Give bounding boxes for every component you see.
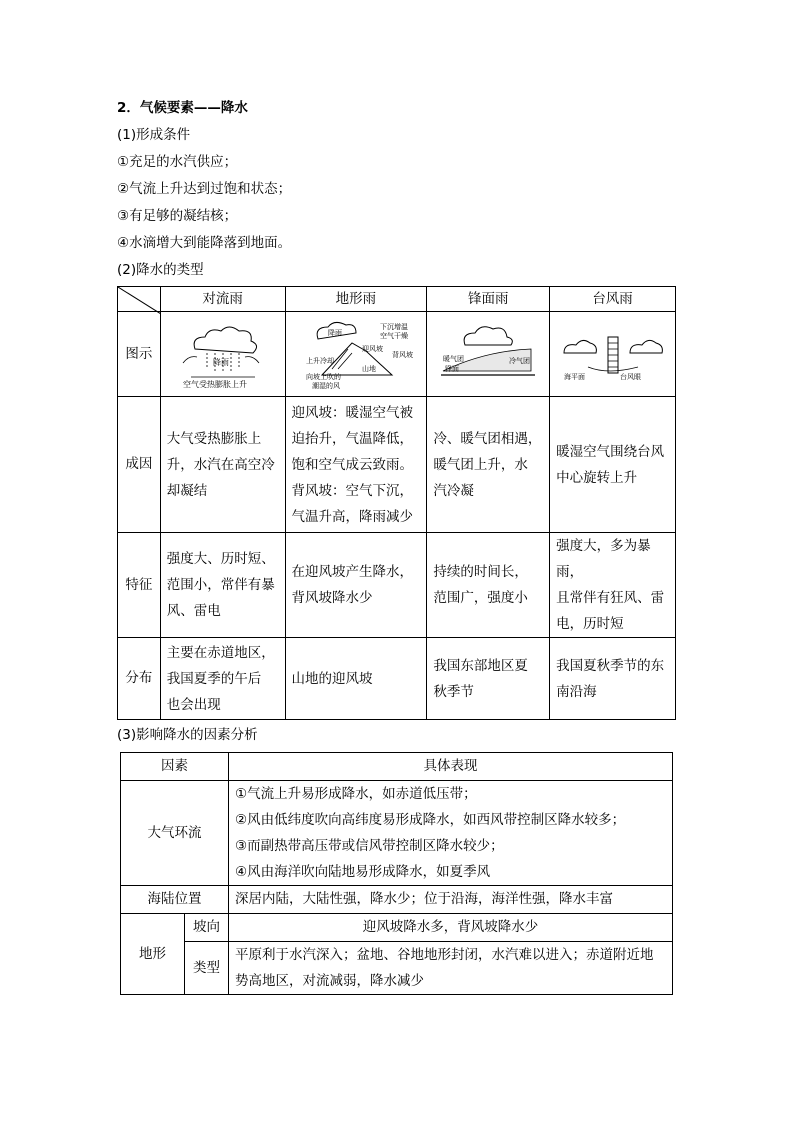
sea-label: 海平面 [563,373,585,381]
col-header: 地形雨 [285,287,427,312]
condition-item: ④水滴增大到能降落到地面。 [117,235,292,251]
precipitation-factors-table [120,752,673,995]
convective-rain-figure [160,312,285,397]
rain-label: 降雨 [212,358,229,367]
col-header-detail: 具体表现 [229,753,673,781]
feature-cell: 持续的时间长， 范围广，强度小 [427,533,550,638]
atmosphere-detail: ①气流上升易形成降水，如赤道低压带； ②风由低纬度吹向高纬度易形成降水，如西风带控制区降水较多； ③而副热带高压带或信风带控制区降水较少； ④风由海洋吹向陆地易形成降水，如夏季风 [229,781,673,886]
cold-label: 冷气团 [509,357,531,365]
row-label-landsea: 海陆位置 [121,886,229,914]
cause-cell: 冷、暖气团相遇， 暖气团上升，水 汽冷凝 [427,397,550,533]
cause-cell: 迎风坡：暖湿空气被 迫抬升，气温降低， 饱和空气成云致雨。 背风坡：空气下沉， 气温升高，降雨减少 [285,397,427,533]
section-heading: 2．气候要素——降水 [117,100,248,116]
type-detail: 平原利于水汽深入；盆地、谷地地形封闭，水汽难以进入；赤道附近地 势高地区，对流减弱，降水减少 [229,942,673,995]
distribution-cell: 主要在赤道地区， 我国夏季的午后 也会出现 [160,638,285,720]
cause-cell: 暖湿空气围绕台风 中心旋转上升 [550,397,676,533]
condition-item: ①充足的水汽供应； [117,154,238,170]
distribution-cell: 我国东部地区夏 秋季节 [427,638,550,720]
row-label-type: 类型 [185,942,229,995]
air-label: 空气受热膨胀上升 [182,380,247,389]
distribution-cell: 山地的迎风坡 [285,638,427,720]
condition-item: ②气流上升达到过饱和状态； [117,181,292,197]
types-title: (2)降水的类型 [117,262,204,278]
cool-label: 上升冷却 [305,357,334,365]
col-header: 对流雨 [160,287,285,312]
rain-label: 降雨 [327,329,342,337]
windward-label: 迎风坡 [361,345,383,353]
front-label: 锋面 [445,365,460,373]
col-header: 锋面雨 [427,287,550,312]
precipitation-types-table [117,286,676,720]
cause-cell: 大气受热膨胀上 升，水汽在高空冷 却凝结 [160,397,285,533]
wind-label-2: 潮湿的风 [311,382,340,390]
slope-detail: 迎风坡降水多，背风坡降水少 [229,914,673,942]
landsea-detail: 深居内陆，大陆性强，降水少；位于沿海，海洋性强，降水丰富 [229,886,673,914]
row-label-slope: 坡向 [185,914,229,942]
diagonal-header-cell [118,287,161,312]
dry-label: 空气干燥 [379,332,408,340]
diagonal-line [118,287,161,314]
formation-title: (1)形成条件 [117,127,191,143]
distribution-cell: 我国夏秋季节的东 南沿海 [550,638,676,720]
feature-cell: 强度大，多为暴雨， 且常伴有狂风、雷 电，历时短 [550,533,676,638]
row-label-cause: 成因 [118,397,161,533]
wind-label: 向坡上吹的 [305,373,341,381]
row-label-distribution: 分布 [118,638,161,720]
row-label-feature: 特征 [118,533,161,638]
typhoon-rain-figure [550,312,676,397]
row-label-terrain: 地形 [121,914,185,995]
feature-cell: 在迎风坡产生降水， 背风坡降水少 [285,533,427,638]
warm-label: 暖气团 [443,355,465,363]
mountain-label: 山地 [361,365,376,373]
col-header: 台风雨 [550,287,676,312]
orographic-rain-figure [285,312,427,397]
sink-label: 下沉增温 [379,323,408,331]
feature-cell: 强度大、历时短、 范围小，常伴有暴 风、雷电 [160,533,285,638]
row-label-figure: 图示 [118,312,161,397]
lee-label: 背风坡 [391,351,413,359]
condition-item: ③有足够的凝结核； [117,208,238,224]
col-header-factor: 因素 [121,753,229,781]
frontal-rain-figure [427,312,550,397]
eye-label: 台风眼 [619,373,641,381]
factors-title: (3)影响降水的因素分析 [117,727,258,743]
row-label-atmosphere: 大气环流 [121,781,229,886]
